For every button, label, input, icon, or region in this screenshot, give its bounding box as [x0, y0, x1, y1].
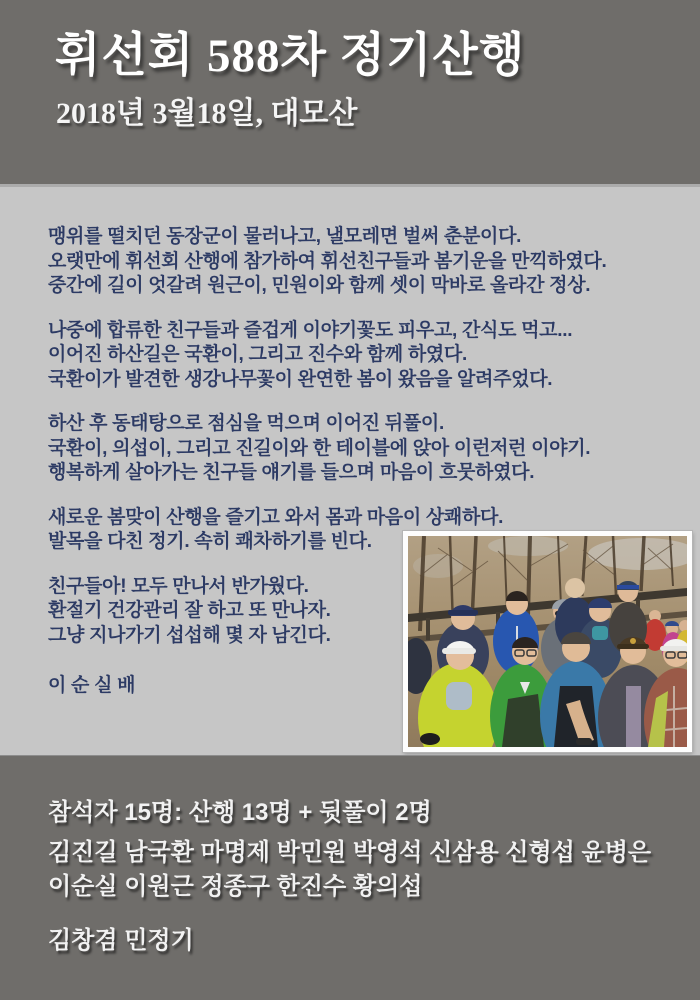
body-text-line: 친구들아! 모두 만나서 반가웠다.: [48, 575, 309, 597]
attendee-summary: 참석자 15명: 산행 13명 + 뒷풀이 2명: [48, 799, 432, 826]
body-text-line: 행복하게 살아가는 친구들 얘기를 들으며 마음이 흐뭇하였다.: [48, 462, 535, 483]
body-text-line: 하산 후 동태탕으로 점심을 먹으며 이어진 뒤풀이.: [48, 413, 444, 434]
body-text-line: 그냥 지나가기 섭섭해 몇 자 남긴다.: [48, 624, 331, 646]
signature-line: 이 순 실 배: [48, 675, 136, 696]
body-text-line: 발목을 다친 정기. 속히 쾌차하기를 빈다.: [48, 531, 372, 552]
paragraph: [48, 412, 606, 486]
attendee-names-line2: 이순실 이원근 정종구 한진수 황의섭: [48, 873, 423, 900]
body-text-line: 맹위를 떨치던 동장군이 물러나고, 낼모레면 벌써 춘분이다.: [48, 226, 522, 247]
body-text-line: 국환이가 발견한 생강나무꽃이 완연한 봄이 왔음을 알려주었다.: [48, 368, 553, 390]
group-photo-illustration: [408, 536, 687, 747]
body-text-line: 오랫만에 휘선회 산행에 참가하여 휘선친구들과 봄기운을 만끽하였다.: [48, 250, 607, 272]
paragraph: [48, 225, 606, 299]
body-text-line: 새로운 봄맞이 산행을 즐기고 와서 몸과 마음이 상쾌하다.: [48, 506, 504, 528]
page-subtitle: 2018년 3월18일, 대모산: [56, 97, 358, 130]
page-title: 휘선회 588차 정기산행: [55, 30, 526, 82]
attendee-names-line3: 김창겸 민정기: [48, 927, 194, 954]
footer: [0, 755, 700, 1000]
body-text-line: 국환이, 의섭이, 그리고 진길이와 한 테이블에 앉아 이런저런 이야기.: [48, 437, 591, 459]
body-text-line: 중간에 길이 엇갈려 원근이, 민원이와 함께 셋이 막바로 올라간 정상.: [48, 275, 591, 296]
attendee-names-line1: 김진길 남국환 마명제 박민원 박영석 신삼용 신형섭 윤병은: [48, 839, 652, 866]
paragraph: [48, 319, 606, 393]
group-photo: [403, 531, 692, 752]
header: [0, 0, 700, 184]
body-text-line: 환절기 건강관리 잘 하고 또 만나자.: [48, 600, 331, 621]
body-text-line: 나중에 합류한 친구들과 즐겁게 이야기꽃도 피우고, 간식도 먹고...: [48, 319, 573, 341]
body-text-line: 이어진 하산길은 국환이, 그리고 진수와 함께 하였다.: [48, 344, 467, 365]
